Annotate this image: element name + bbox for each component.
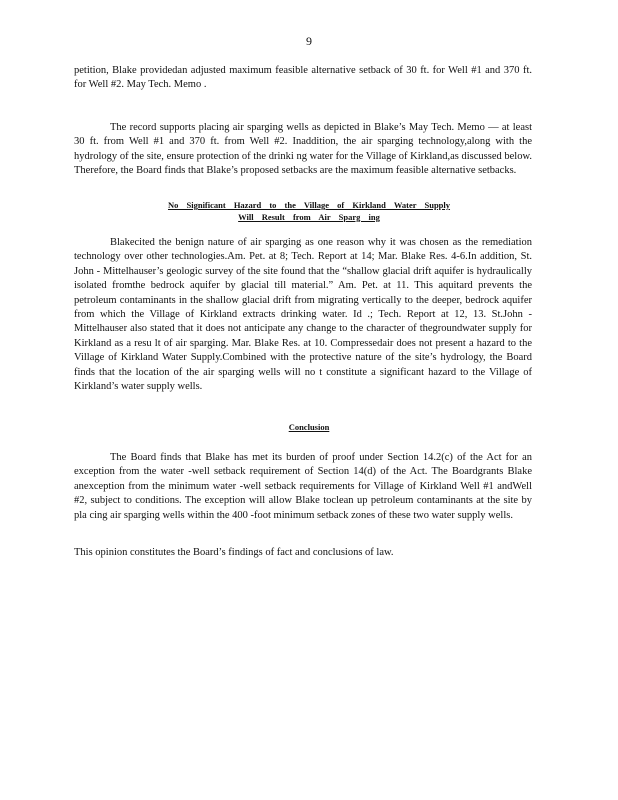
heading-line-2: Will Result from Air Sparg ing [238, 211, 380, 222]
paragraph-benign-nature: Blakecited the benign nature of air sparging as one reason why it was chosen as the remediation technology over other technologies.Am. Pet. at 8; Tech. Report at 14; Mar. Blake Res. 4-6.In addition, St. John - Mittelhauser’s geologic survey of the site found that the “shallow glacial drift aquifer is hydraulically isolated fromthe bedrock aquifer by glacial till material.” Am. Pet. at 11. This aquitard prevents the petroleum contaminants in the shallow glacial drift from migrating vertically to the deeper, bedrock aquifer from which the Village of Kirkland extracts drinking water. Id .; Tech. Report at 12, 13. St.John -Mittelhauser also stated that it does not anticipate any change to the character of thegroundwater supply for Kirkland as a resu lt of air sparging. Mar. Blake Res. at 10. Compressedair does not present a hazard to the Village of Kirkland Water Supply.Combined with the protective nature of the site’s hydrology, the Board finds that the location of the air sparging wells will no t constitute a significant hazard to the Village of Kirkland’s water supply wells. [74, 237, 532, 393]
page-number: 9 [306, 34, 312, 48]
paragraph-record-supports: The record supports placing air sparging wells as depicted in Blake’s May Tech. Memo — at least 30 ft. from Well #1 and 370 ft. from Well #2. Inaddition, the air sparging technology,along with the hydrology of the site, ensure protection of the drinki ng water for the Village of Kirkland,as discussed below. Therefore, the Board finds that Blake’s proposed setbacks are the maximum feasible alternative setbacks. [74, 122, 532, 177]
paragraph-board-finds: The Board finds that Blake has met its burden of proof under Section 14.2(c) of the Act for an exception from the water -well setback requirement of Section 14(d) of the Act. The Boardgrants Blake anexception from the minimum water -well setback requirements for Village of Kirkland Well #1 andWell #2, subject to conditions. The exception will allow Blake toclean up petroleum contaminants at the site by pla cing air sparging wells within the 400 -foot minimum setback zones of these two water supply wells. [74, 452, 532, 521]
heading-line-1: No Significant Hazard to the Village of Kirkland Water Supply [167, 200, 451, 210]
conclusion-heading: Conclusion [288, 422, 330, 432]
paragraph-setback-petition: petition, Blake providedan adjusted maximum feasible alternative setback of 30 ft. for Well #1 and 370 ft. for Well #2. May Tech. Memo . [74, 65, 532, 91]
paragraph-opinion-statement: This opinion constitutes the Board’s findings of fact and conclusions of law. [74, 547, 394, 558]
section-heading-no-significant-hazard [0, 200, 618, 223]
section-heading-conclusion [0, 422, 618, 434]
